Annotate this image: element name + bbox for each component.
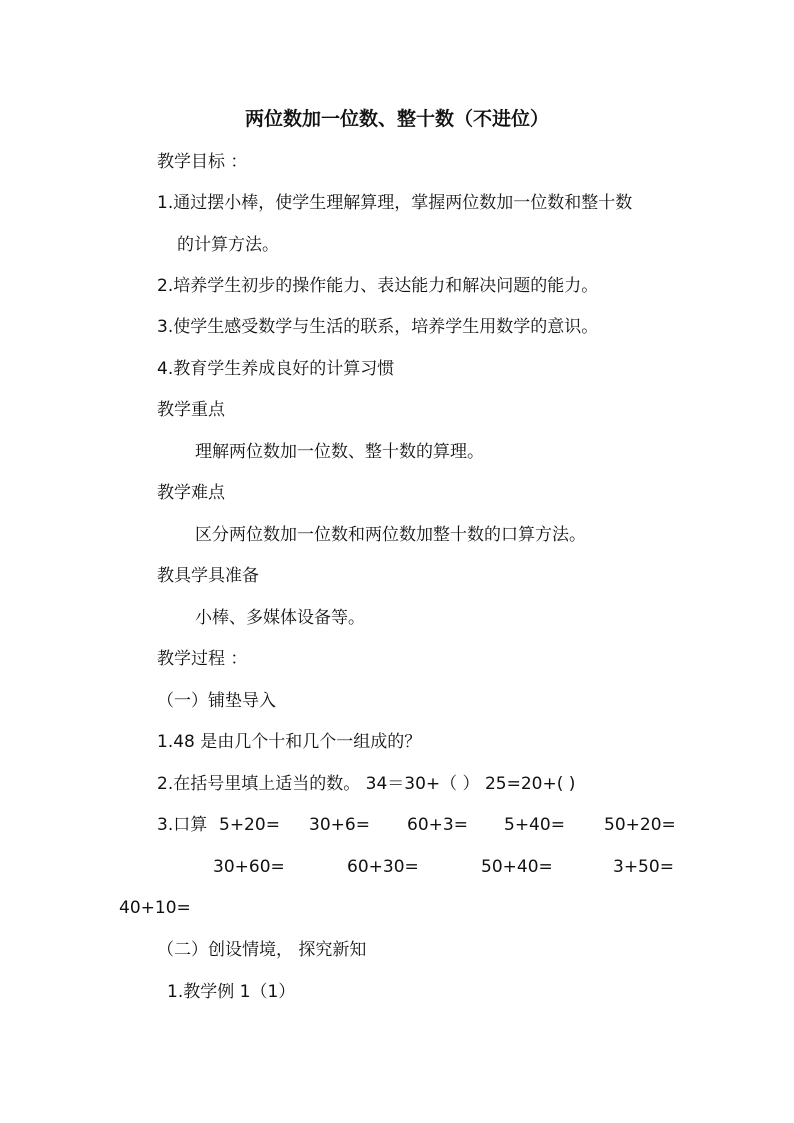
question-1: 1.48 是由几个十和几个一组成的？ [157, 732, 422, 752]
goal-item-1: 1.通过摆小棒，使学生理解算理，掌握两位数加一位数和整十数 [157, 193, 633, 213]
goal-item-3: 3.使学生感受数学与生活的联系，培养学生用数学的意识。 [157, 317, 599, 337]
section2-heading: （二）创设情境， 探究新知 [157, 940, 367, 960]
equation: 5+40= [504, 815, 565, 835]
equation: 3+50= [613, 857, 674, 877]
goal-item-1-cont: 的计算方法。 [177, 235, 279, 255]
goal-item-2: 2.培养学生初步的操作能力、表达能力和解决问题的能力。 [157, 276, 599, 296]
goal-item-4: 4.教育学生养成良好的计算习惯 [157, 359, 395, 379]
equation: 30+60= [213, 857, 285, 877]
question-3-label: 3.口算 [157, 815, 208, 835]
difficulty-heading: 教学难点 [157, 483, 225, 503]
difficulty-text: 区分两位数加一位数和两位数加整十数的口算方法。 [195, 525, 586, 545]
question-2: 2.在括号里填上适当的数。 34＝30+（ ） 25=20+( ) [157, 774, 576, 794]
process-heading: 教学过程 ： [157, 649, 248, 669]
equation: 50+40= [481, 857, 553, 877]
equation: 30+6= [309, 815, 370, 835]
equation: 60+3= [407, 815, 468, 835]
equation: 40+10= [119, 898, 191, 918]
example-heading: 1.教学例 1（1） [167, 982, 296, 1002]
equation: 5+20= [219, 815, 280, 835]
goals-heading: 教学目标 ： [157, 152, 248, 172]
focus-heading: 教学重点 [157, 400, 225, 420]
equation: 50+20= [604, 815, 676, 835]
equation: 60+30= [347, 857, 419, 877]
tools-text: 小棒、多媒体设备等。 [195, 608, 365, 628]
tools-heading: 教具学具准备 [157, 566, 259, 586]
focus-text: 理解两位数加一位数、整十数的算理。 [195, 442, 484, 462]
section1-heading: （一）铺垫导入 [157, 691, 276, 711]
document-title: 两位数加一位数、整十数（不进位） [244, 108, 549, 130]
